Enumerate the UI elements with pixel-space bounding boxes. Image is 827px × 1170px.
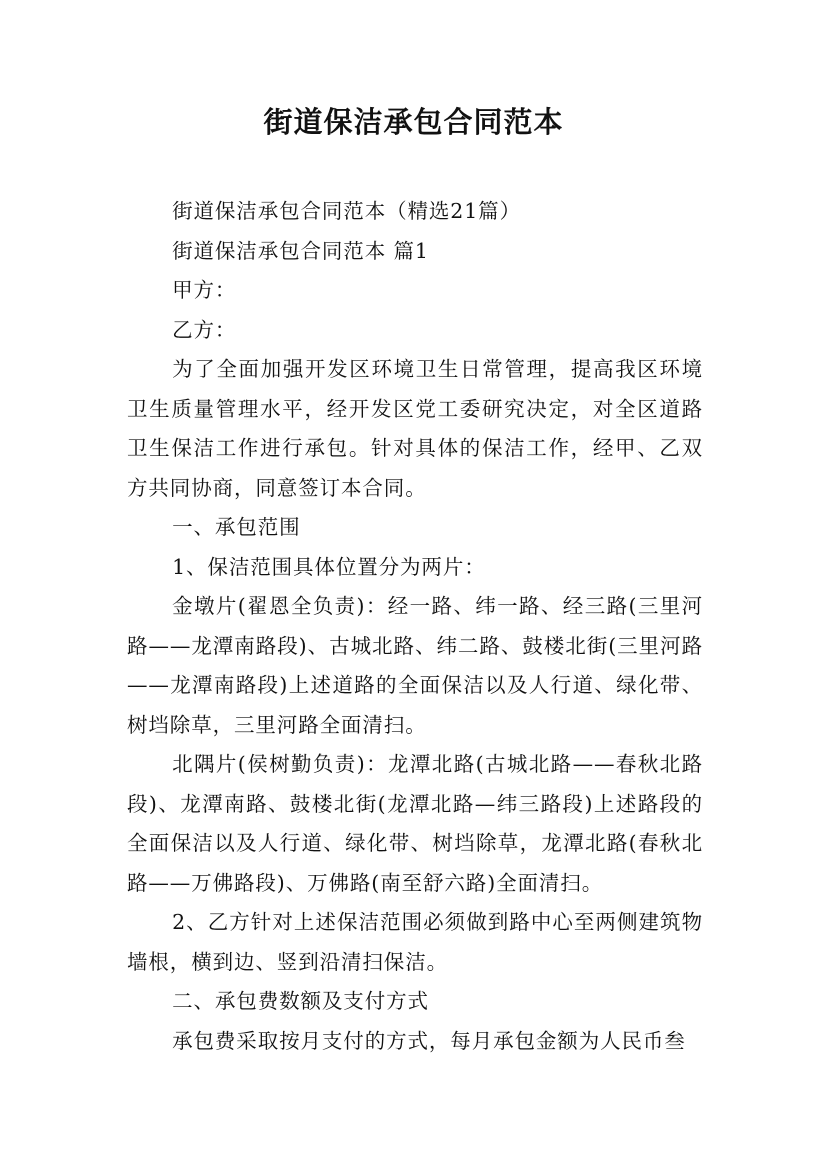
body-paragraph: 承包费采取按月支付的方式，每月承包金额为人民币叁 bbox=[172, 1028, 686, 1053]
body-paragraph: 北隅片(侯树勤负责)：龙潭北路(古城北路——春秋北路段)、龙潭南路、鼓楼北街(龙潭北路—纬三路段)上述路段的全面保洁以及人行道、绿化带、树垱除草，龙潭北路(春秋北路——万佛路段)、万佛路(南至舒六路)全面清扫。 bbox=[127, 752, 703, 895]
section-heading: 二、承包费数额及支付方式 bbox=[172, 989, 429, 1013]
body-paragraph: 为了全面加强开发区环境卫生日常管理，提高我区环境卫生质量管理水平，经开发区党工委研究决定，对全区道路卫生保洁工作进行承包。针对具体的保洁工作，经甲、乙双方共同协商，同意签订本合同。 bbox=[127, 357, 703, 500]
body-paragraph: 2、乙方针对上述保洁范围必须做到路中心至两侧建筑物墙根，横到边、竖到沿清扫保洁。 bbox=[127, 910, 703, 974]
document-body bbox=[127, 192, 703, 1061]
document-title: 街道保洁承包合同范本 bbox=[263, 105, 564, 139]
section-heading: 街道保洁承包合同范本 篇1 bbox=[172, 238, 429, 263]
body-paragraph: 1、保洁范围具体位置分为两片： bbox=[172, 554, 486, 579]
body-paragraph: 金墩片(翟恩全负责)：经一路、纬一路、经三路(三里河路——龙潭南路段)、古城北路、纬二路、鼓楼北街(三里河路——龙潭南路段)上述道路的全面保洁以及人行道、绿化带、树垱除草，三里河路全面清扫。 bbox=[127, 594, 703, 737]
subtitle-paragraph: 街道保洁承包合同范本（精选21篇） bbox=[172, 199, 521, 223]
party-a-line: 甲方： bbox=[172, 278, 237, 302]
party-b-line: 乙方： bbox=[172, 317, 237, 342]
section-heading: 一、承包范围 bbox=[172, 515, 301, 539]
